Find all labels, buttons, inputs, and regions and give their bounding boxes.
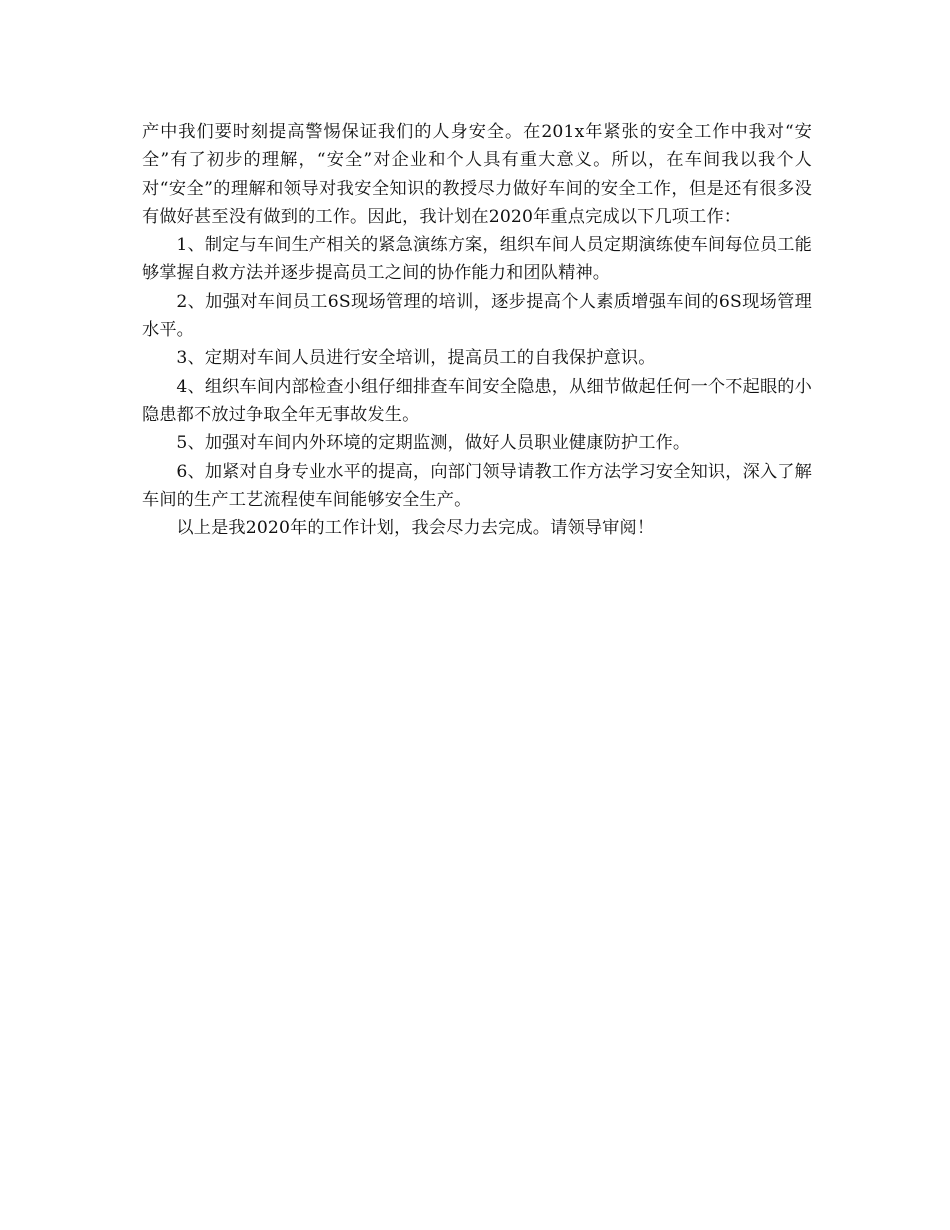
document-page [142, 118, 812, 542]
paragraph-item-5: 5、加强对车间内外环境的定期监测，做好人员职业健康防护工作。 [176, 433, 691, 454]
paragraph-intro: 产中我们要时刻提高警惕保证我们的人身安全。在201x年紧张的安全工作中我对“安全”有了初步的理解，“安全”对企业和个人具有重大意义。所以，在车间我以我个人对“安全”的理解和领导对我安全知识的教授尽力做好车间的安全工作，但是还有很多没有做好甚至没有做到的工作。因此，我计划在2020年重点完成以下几项工作： [142, 122, 812, 227]
paragraph-item-3: 3、定期对车间人员进行安全培训，提高员工的自我保护意识。 [176, 348, 656, 369]
paragraph-item-2: 2、加强对车间员工6S现场管理的培训，逐步提高个人素质增强车间的6S现场管理水平。 [142, 291, 812, 341]
paragraph-closing: 以上是我2020年的工作计划，我会尽力去完成。请领导审阅！ [176, 518, 655, 539]
paragraph-item-4: 4、组织车间内部检查小组仔细排查车间安全隐患，从细节做起任何一个不起眼的小隐患都不放过争取全年无事故发生。 [142, 376, 812, 425]
paragraph-item-1: 1、制定与车间生产相关的紧急演练方案，组织车间人员定期演练使车间每位员工能够掌握自救方法并逐步提高员工之间的协作能力和团队精神。 [142, 235, 812, 284]
paragraph-item-6: 6、加紧对自身专业水平的提高，向部门领导请教工作方法学习安全知识，深入了解车间的生产工艺流程使车间能够安全生产。 [142, 461, 812, 510]
